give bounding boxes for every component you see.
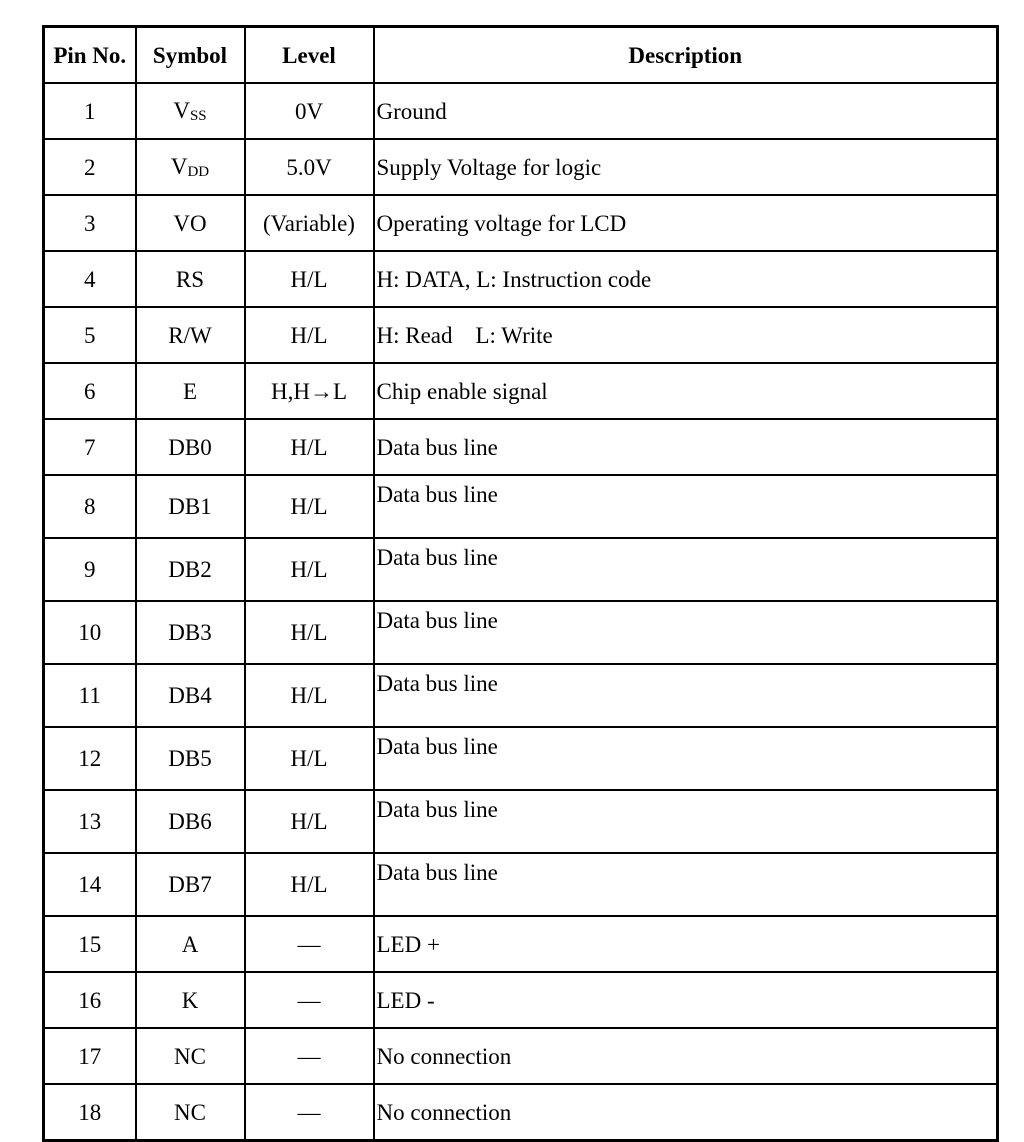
level-cell: H/L [245, 664, 374, 727]
symbol-main: V [173, 97, 190, 123]
description-cell: Data bus line [374, 664, 998, 727]
description-cell: Supply Voltage for logic [374, 139, 998, 195]
pin-number-cell: 13 [44, 790, 136, 853]
table-row [44, 790, 998, 853]
pin-number-cell: 6 [44, 363, 136, 419]
symbol-main: V [170, 153, 188, 179]
table-body [44, 83, 998, 1141]
description-cell: Data bus line [374, 727, 998, 790]
symbol-main: NC [174, 1099, 206, 1125]
symbol-cell [136, 664, 245, 727]
level-cell: — [245, 972, 374, 1028]
level-cell: — [245, 1084, 374, 1141]
table-row [44, 853, 998, 916]
table-row [44, 916, 998, 972]
pin-number-cell: 16 [44, 972, 136, 1028]
level-cell: H/L [245, 727, 374, 790]
table-row [44, 1084, 998, 1141]
table-row [44, 139, 998, 195]
table-row [44, 83, 998, 139]
symbol-main: DB3 [168, 620, 212, 645]
symbol-cell [136, 307, 245, 363]
level-cell: 5.0V [245, 139, 374, 195]
level-cell: H,H→L [245, 363, 374, 419]
symbol-cell [136, 538, 245, 601]
symbol-cell [136, 475, 245, 538]
symbol-cell [136, 790, 245, 853]
level-cell: H/L [245, 419, 374, 475]
pin-number-cell: 18 [44, 1084, 136, 1141]
level-cell: — [245, 1028, 374, 1084]
symbol-main: DB6 [168, 809, 212, 834]
pin-assignment-table [42, 25, 999, 1142]
level-cell: — [245, 916, 374, 972]
pin-number-cell: 5 [44, 307, 136, 363]
pin-number-cell: 11 [44, 664, 136, 727]
symbol-main: DB0 [168, 434, 212, 460]
symbol-cell [136, 1028, 245, 1084]
level-cell: H/L [245, 251, 374, 307]
symbol-cell [136, 195, 245, 251]
pin-number-cell: 10 [44, 601, 136, 664]
table-row [44, 601, 998, 664]
header-description: Description [374, 27, 998, 84]
table-row [44, 972, 998, 1028]
table-row [44, 1028, 998, 1084]
pin-number-cell: 15 [44, 916, 136, 972]
level-cell: H/L [245, 853, 374, 916]
symbol-cell [136, 1084, 245, 1141]
symbol-cell [136, 139, 245, 195]
symbol-main: A [181, 931, 199, 957]
header-level: Level [245, 27, 374, 84]
pin-number-cell: 12 [44, 727, 136, 790]
symbol-main: E [182, 378, 198, 404]
description-cell: No connection [374, 1028, 998, 1084]
table-row [44, 538, 998, 601]
symbol-cell [136, 853, 245, 916]
level-cell: (Variable) [245, 195, 374, 251]
pin-number-cell: 2 [44, 139, 136, 195]
level-cell: H/L [245, 307, 374, 363]
table-row [44, 475, 998, 538]
symbol-main: K [181, 987, 199, 1013]
level-cell: H/L [245, 790, 374, 853]
pin-number-cell: 14 [44, 853, 136, 916]
description-cell: LED - [374, 972, 998, 1028]
description-cell: Data bus line [374, 790, 998, 853]
level-cell: H/L [245, 475, 374, 538]
level-cell: 0V [245, 83, 374, 139]
symbol-cell [136, 363, 245, 419]
pin-number-cell: 1 [44, 83, 136, 139]
symbol-cell [136, 251, 245, 307]
symbol-main: DB2 [168, 557, 212, 582]
symbol-cell [136, 727, 245, 790]
symbol-cell [136, 601, 245, 664]
symbol-main: VO [173, 210, 207, 236]
symbol-subscript: DD [187, 163, 210, 180]
table-row [44, 307, 998, 363]
pin-number-cell: 7 [44, 419, 136, 475]
symbol-cell [136, 83, 245, 139]
table-row [44, 664, 998, 727]
description-cell: No connection [374, 1084, 998, 1141]
symbol-main: DB1 [168, 494, 212, 519]
pin-number-cell: 4 [44, 251, 136, 307]
symbol-main: DB5 [168, 746, 212, 771]
symbol-cell [136, 972, 245, 1028]
symbol-main: DB4 [168, 683, 212, 708]
table-row [44, 251, 998, 307]
header-pin-no: Pin No. [44, 27, 136, 84]
symbol-subscript: SS [189, 107, 207, 124]
table-row [44, 363, 998, 419]
description-cell: Chip enable signal [374, 363, 998, 419]
header-symbol: Symbol [136, 27, 245, 84]
pin-number-cell: 17 [44, 1028, 136, 1084]
table-row [44, 419, 998, 475]
symbol-cell [136, 916, 245, 972]
level-cell: H/L [245, 601, 374, 664]
description-cell: H: Read L: Write [374, 307, 998, 363]
table-header-row [44, 27, 998, 84]
description-cell: Data bus line [374, 419, 998, 475]
symbol-main: RS [175, 266, 205, 292]
level-cell: H/L [245, 538, 374, 601]
symbol-cell [136, 419, 245, 475]
table-row [44, 195, 998, 251]
description-cell: Data bus line [374, 538, 998, 601]
symbol-main: R/W [168, 322, 212, 348]
pin-number-cell: 8 [44, 475, 136, 538]
pin-number-cell: 3 [44, 195, 136, 251]
pin-number-cell: 9 [44, 538, 136, 601]
symbol-main: DB7 [168, 872, 212, 897]
description-cell: Operating voltage for LCD [374, 195, 998, 251]
symbol-main: NC [174, 1043, 206, 1069]
description-cell: H: DATA, L: Instruction code [374, 251, 998, 307]
description-cell: Data bus line [374, 475, 998, 538]
description-cell: Ground [374, 83, 998, 139]
description-cell: Data bus line [374, 601, 998, 664]
description-cell: LED + [374, 916, 998, 972]
description-cell: Data bus line [374, 853, 998, 916]
table-row [44, 727, 998, 790]
